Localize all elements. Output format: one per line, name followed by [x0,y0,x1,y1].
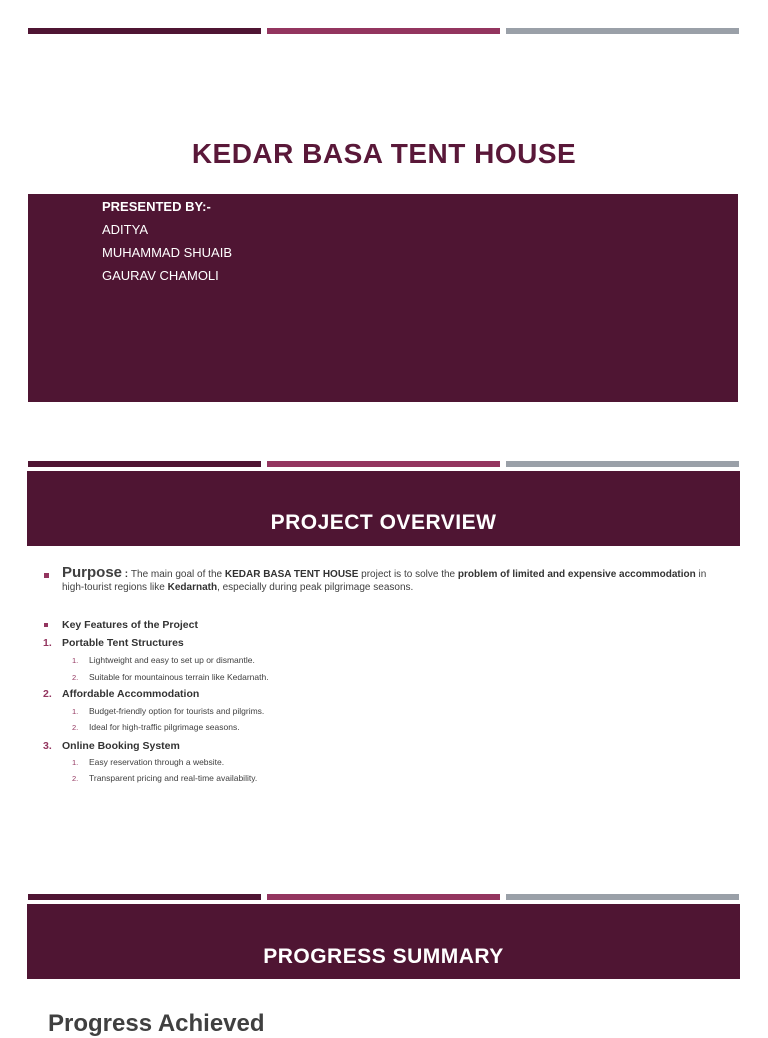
list-number: 3. [43,740,52,752]
feature-title: Portable Tent Structures [62,637,184,649]
presenter-name: MUHAMMAD SHUAIB [102,245,233,260]
accent-bar-plum [267,894,500,900]
list-item: Suitable for mountainous terrain like Kedarnath. [89,672,269,682]
sub-list-number: 1. [72,656,79,665]
presenter-name: GAURAV CHAMOLI [102,268,219,283]
list-item: Transparent pricing and real-time availability. [89,773,258,783]
sub-list-number: 2. [72,774,79,783]
list-item: Easy reservation through a website. [89,757,225,767]
section-header: PROJECT OVERVIEW [27,471,740,546]
bullet-icon [44,573,49,578]
accent-bar-plum [267,28,500,34]
feature-title: Affordable Accommodation [62,688,200,700]
sub-list-number: 1. [72,707,79,716]
accent-bar-dark [28,894,261,900]
section-header: PROGRESS SUMMARY [27,904,740,979]
feature-title: Online Booking System [62,740,180,752]
presenter-name: ADITYA [102,222,148,237]
progress-heading: Progress Achieved [48,1010,265,1037]
sub-list-number: 1. [72,758,79,767]
bullet-icon [44,623,48,627]
list-number: 1. [43,637,52,649]
presenters-list [102,195,232,287]
list-item: Ideal for high-traffic pilgrimage seasons. [89,722,240,732]
key-features-heading: Key Features of the Project [62,619,198,631]
accent-bar-gray [506,894,739,900]
slide-title: KEDAR BASA TENT HOUSE [191,138,577,169]
accent-bar-gray [506,28,739,34]
accent-bar-gray [506,461,739,467]
presented-by-label: PRESENTED BY:- [102,199,211,214]
list-number: 2. [43,688,52,700]
list-item: Budget-friendly option for tourists and pilgrims. [89,706,265,716]
accent-bar-dark [28,28,261,34]
sub-list-number: 2. [72,673,79,682]
accent-bar-plum [267,461,500,467]
sub-list-number: 2. [72,723,79,732]
purpose-paragraph: Purpose : The main goal of the KEDAR BASA TENT HOUSE project is to solve the problem of limited and expensive accommodation in high-tourist regions like Kedarnath, especially during peak pilgrimage seasons. [62,564,707,593]
list-item: Lightweight and easy to set up or dismantle. [89,655,255,665]
purpose-label: Purpose [62,564,123,581]
accent-bar-dark [28,461,261,467]
